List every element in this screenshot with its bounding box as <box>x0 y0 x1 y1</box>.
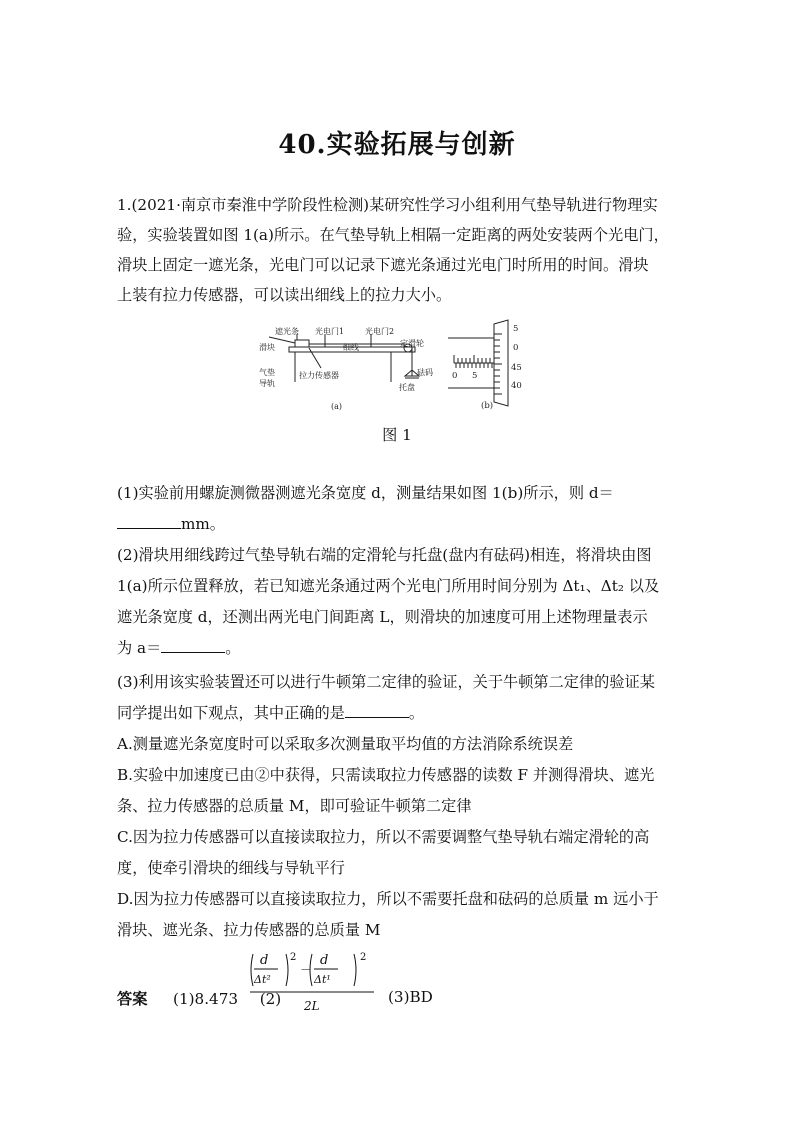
formula-d-top-2: d <box>320 953 329 968</box>
q2-line3: 遮光条宽度 d，还测出两光电门间距离 L，则滑块的加速度可用上述物理量表示 <box>117 608 648 626</box>
intro-line: 上装有拉力传感器，可以读出细线上的拉力大小。 <box>117 286 452 304</box>
option-d-line2: 滑块、遮光条、拉力传感器的总质量 M <box>117 921 381 939</box>
main-scale-0: 0 <box>452 371 458 381</box>
label-weight: 砝码 <box>417 368 433 377</box>
question-intro <box>117 190 679 310</box>
option-b-line1: B.实验中加速度已由②中获得，只需读取拉力传感器的读数 F 并测得滑块、遮光 <box>117 766 655 784</box>
label-gate2: 光电门2 <box>365 327 395 336</box>
answer-part1: (1)8.473 <box>173 990 239 1008</box>
figure-caption: 图 1 <box>382 426 412 444</box>
answer-part2-prefix: (2) <box>259 990 282 1008</box>
label-slider: 滑块 <box>259 343 275 352</box>
label-pulley: 定滑轮 <box>400 339 424 348</box>
answer-part3: (3)BD <box>388 988 433 1006</box>
circular-scale-5: 5 <box>513 324 519 334</box>
label-sub-a: (a) <box>331 402 343 411</box>
q1-line2 <box>117 513 225 534</box>
intro-line: 1.(2021·南京市秦淮中学阶段性检测)某研究性学习小组利用气垫导轨进行物理实 <box>117 196 658 214</box>
answer-blank-d <box>117 514 181 529</box>
q2-suffix: 。 <box>225 639 241 657</box>
circular-scale-0: 0 <box>513 343 519 353</box>
option-b-line2: 条、拉力传感器的总质量 M，即可验证牛顿第二定律 <box>117 797 472 815</box>
answer-blank-choice <box>345 703 409 718</box>
formula-d-top-1: d <box>260 953 269 968</box>
q3-line1: (3)利用该实验装置还可以进行牛顿第二定律的验证，关于牛顿第二定律的验证某 <box>117 673 655 691</box>
q1-line1: (1)实验前用螺旋测微器测遮光条宽度 d，测量结果如图 1(b)所示，则 d＝ <box>117 484 614 502</box>
label-string: 细线 <box>343 343 359 352</box>
intro-line: 验，实验装置如图 1(a)所示。在气垫导轨上相隔一定距离的两处安装两个光电门， <box>117 226 669 244</box>
formula-sq-1: 2 <box>290 952 297 963</box>
label-gate1: 光电门1 <box>315 327 345 336</box>
formula-sq-2: 2 <box>360 952 367 963</box>
option-c-line2: 度，使牵引滑块的细线与导轨平行 <box>117 859 345 877</box>
formula-minus: － <box>300 963 313 977</box>
main-scale-5: 5 <box>472 371 478 381</box>
q1-unit: mm。 <box>181 515 225 533</box>
label-sensor: 拉力传感器 <box>299 371 339 380</box>
page-title: 40.实验拓展与创新 <box>278 130 516 160</box>
q3-prefix: 同学提出如下观点，其中正确的是 <box>117 704 345 722</box>
answer-label: 答案 <box>117 990 148 1008</box>
label-shade: 遮光条 <box>275 327 299 336</box>
option-c-line1: C.因为拉力传感器可以直接读取拉力，所以不需要调整气垫导轨右端定滑轮的高 <box>117 828 650 846</box>
circular-scale-45: 45 <box>511 363 522 373</box>
figure-1b-micrometer <box>444 318 544 412</box>
figure-1a <box>255 320 435 412</box>
label-tray: 托盘 <box>399 383 415 392</box>
formula-dt2: Δt² <box>254 973 271 986</box>
option-d-line1: D.因为拉力传感器可以直接读取拉力，所以不需要托盘和砝码的总质量 m 远小于 <box>117 890 659 908</box>
formula-dt1: Δt¹ <box>314 973 331 986</box>
intro-line: 滑块上固定一遮光条，光电门可以记录下遮光条通过光电门时所用的时间。滑块 <box>117 256 649 274</box>
q2-line4 <box>117 637 240 658</box>
q2-prefix: 为 a＝ <box>117 639 162 657</box>
option-a: A.测量遮光条宽度时可以采取多次测量取平均值的方法消除系统误差 <box>117 735 574 753</box>
label-air1: 气垫 <box>259 368 275 377</box>
formula-denominator: 2L <box>304 999 320 1013</box>
q3-suffix: 。 <box>408 704 424 722</box>
label-air2: 导轨 <box>259 379 275 388</box>
label-sub-b: (b) <box>481 401 494 411</box>
answer-blank-a <box>161 638 225 653</box>
q2-line2: 1(a)所示位置释放，若已知遮光条通过两个光电门所用时间分别为 Δt₁、Δt₂ 以及 <box>117 577 660 595</box>
circular-scale-40: 40 <box>511 381 522 391</box>
q2-line1: (2)滑块用细线跨过气垫导轨右端的定滑轮与托盘(盘内有砝码)相连，将滑块由图 <box>117 546 652 564</box>
answer-formula <box>250 948 380 1018</box>
q3-line2 <box>117 702 424 723</box>
